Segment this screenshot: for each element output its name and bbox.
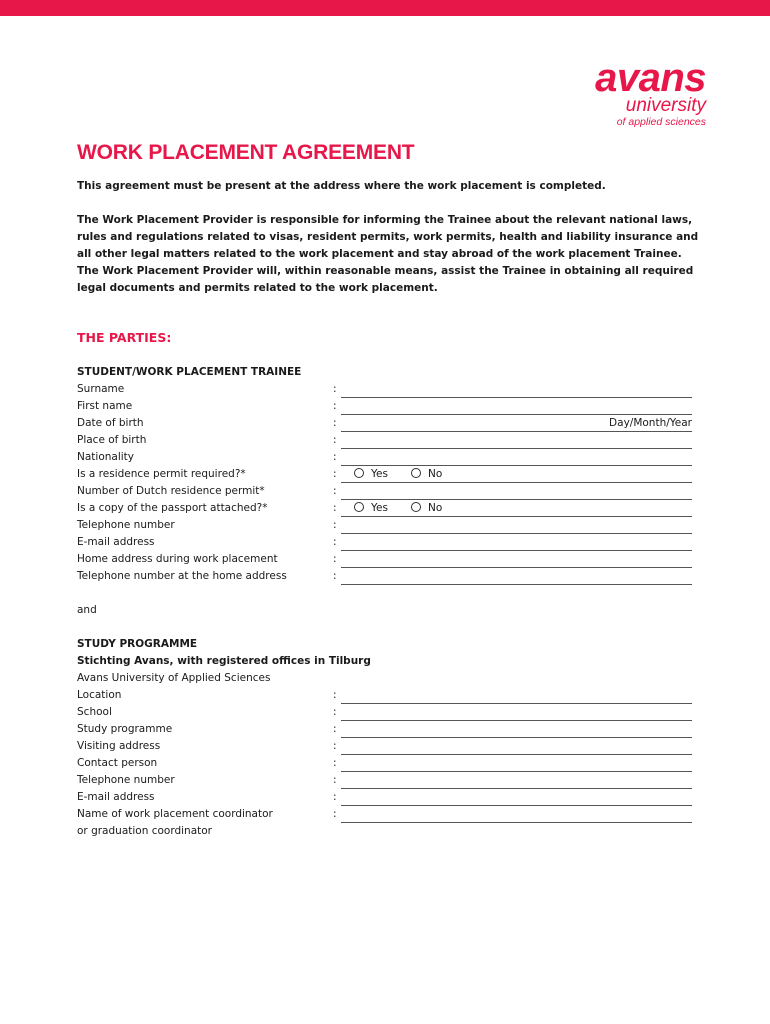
logo-university: university bbox=[625, 95, 706, 116]
colon: : bbox=[333, 400, 337, 412]
contact-person-field[interactable] bbox=[341, 771, 692, 772]
top-accent-bar bbox=[0, 0, 770, 16]
telephone-label: Telephone number bbox=[77, 519, 175, 531]
no-label: No bbox=[428, 468, 443, 480]
home-phone-label: Telephone number at the home address bbox=[77, 570, 287, 582]
colon: : bbox=[333, 519, 337, 531]
colon: : bbox=[333, 570, 337, 582]
colon: : bbox=[333, 689, 337, 701]
surname-field[interactable] bbox=[341, 397, 692, 398]
study-programme-field[interactable] bbox=[341, 737, 692, 738]
nationality-field[interactable] bbox=[341, 465, 692, 466]
home-address-label: Home address during work placement bbox=[77, 553, 278, 565]
colon: : bbox=[333, 553, 337, 565]
study-telephone-field[interactable] bbox=[341, 788, 692, 789]
colon: : bbox=[333, 502, 337, 514]
logo-brand: avans bbox=[595, 56, 706, 100]
colon: : bbox=[333, 451, 337, 463]
colon: : bbox=[333, 434, 337, 446]
residence-permit-label: Is a residence permit required?* bbox=[77, 468, 246, 480]
nationality-label: Nationality bbox=[77, 451, 135, 463]
contact-person-label: Contact person bbox=[77, 757, 158, 769]
parties-heading: THE PARTIES: bbox=[77, 330, 172, 345]
location-field[interactable] bbox=[341, 703, 692, 704]
colon: : bbox=[333, 485, 337, 497]
dob-label: Date of birth bbox=[77, 417, 144, 429]
passport-yes-option[interactable] bbox=[354, 502, 388, 514]
residence-permit-yes-option[interactable] bbox=[354, 468, 388, 480]
study-programme-label: Study programme bbox=[77, 723, 173, 735]
yes-label: Yes bbox=[371, 468, 388, 480]
home-address-field[interactable] bbox=[341, 567, 692, 568]
first-name-field[interactable] bbox=[341, 414, 692, 415]
passport-no-option[interactable] bbox=[411, 502, 442, 514]
study-telephone-label: Telephone number bbox=[77, 774, 175, 786]
study-heading: STUDY PROGRAMME bbox=[77, 638, 198, 650]
colon: : bbox=[333, 808, 337, 820]
colon: : bbox=[333, 774, 337, 786]
coordinator-field[interactable] bbox=[341, 822, 692, 823]
coordinator-label-cont: or graduation coordinator bbox=[77, 825, 212, 837]
intro-text: This agreement must be present at the address where the work placement is completed. bbox=[77, 180, 606, 192]
telephone-field[interactable] bbox=[341, 533, 692, 534]
surname-label: Surname bbox=[77, 383, 125, 395]
responsibility-paragraph: The Work Placement Provider is responsible for informing the Trainee about the relevant national laws, rules and regulations related to visas, resident permits, work permits, health and liability insurance and all other legal matters related to the work placement and stay abroad of the work placement Trainee. The Work Placement Provider will, within reasonable means, assist the Trainee in obtaining all required legal documents and permits related to the work placement. bbox=[77, 214, 699, 294]
student-heading: STUDENT/WORK PLACEMENT TRAINEE bbox=[77, 366, 302, 378]
school-field[interactable] bbox=[341, 720, 692, 721]
dutch-permit-label: Number of Dutch residence permit* bbox=[77, 485, 265, 497]
first-name-label: First name bbox=[77, 400, 133, 412]
radio-icon[interactable] bbox=[411, 502, 421, 512]
colon: : bbox=[333, 791, 337, 803]
visiting-address-label: Visiting address bbox=[77, 740, 161, 752]
colon: : bbox=[333, 468, 337, 480]
radio-icon[interactable] bbox=[354, 468, 364, 478]
visiting-address-field[interactable] bbox=[341, 754, 692, 755]
dob-field[interactable] bbox=[341, 431, 692, 432]
place-of-birth-label: Place of birth bbox=[77, 434, 147, 446]
colon: : bbox=[333, 757, 337, 769]
dob-format-hint: Day/Month/Year bbox=[609, 417, 692, 429]
radio-icon[interactable] bbox=[411, 468, 421, 478]
and-text: and bbox=[77, 604, 97, 616]
study-email-field[interactable] bbox=[341, 805, 692, 806]
home-phone-field[interactable] bbox=[341, 584, 692, 585]
yes-label: Yes bbox=[371, 502, 388, 514]
place-of-birth-field[interactable] bbox=[341, 448, 692, 449]
residence-permit-line bbox=[341, 482, 692, 483]
email-field[interactable] bbox=[341, 550, 692, 551]
dutch-permit-field[interactable] bbox=[341, 499, 692, 500]
colon: : bbox=[333, 383, 337, 395]
avans-logo bbox=[595, 58, 706, 128]
colon: : bbox=[333, 723, 337, 735]
residence-permit-no-option[interactable] bbox=[411, 468, 442, 480]
email-label: E-mail address bbox=[77, 536, 155, 548]
no-label: No bbox=[428, 502, 443, 514]
colon: : bbox=[333, 417, 337, 429]
organisation-text: Stichting Avans, with registered offices in Tilburg bbox=[77, 655, 371, 667]
radio-icon[interactable] bbox=[354, 502, 364, 512]
university-text: Avans University of Applied Sciences bbox=[77, 672, 271, 684]
location-label: Location bbox=[77, 689, 122, 701]
passport-label: Is a copy of the passport attached?* bbox=[77, 502, 268, 514]
colon: : bbox=[333, 740, 337, 752]
page-title: WORK PLACEMENT AGREEMENT bbox=[77, 141, 415, 164]
colon: : bbox=[333, 706, 337, 718]
passport-line bbox=[341, 516, 692, 517]
colon: : bbox=[333, 536, 337, 548]
logo-applied: of applied sciences bbox=[616, 116, 706, 128]
school-label: School bbox=[77, 706, 112, 718]
study-email-label: E-mail address bbox=[77, 791, 155, 803]
coordinator-label: Name of work placement coordinator bbox=[77, 808, 273, 820]
